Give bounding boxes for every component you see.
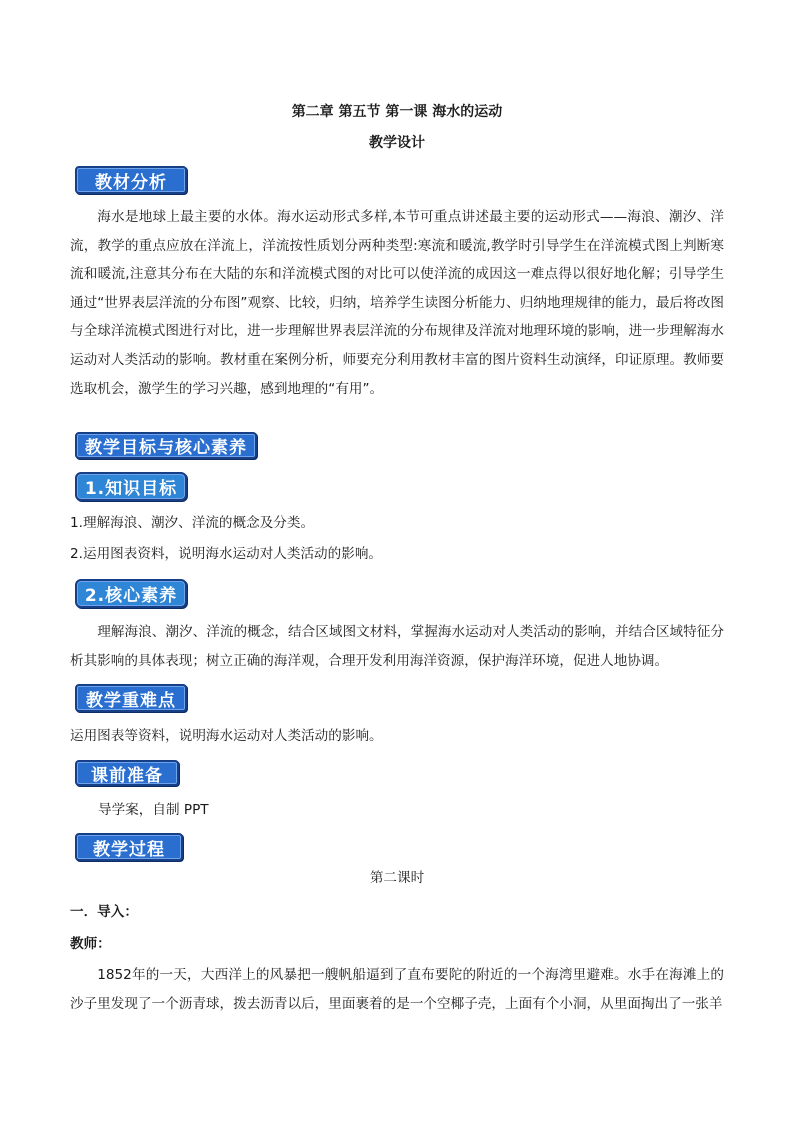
section-badge-literacy: 2.核心素养 <box>75 579 187 608</box>
knowledge-item-1: 1.理解海浪、潮汐、洋流的概念及分类。 <box>70 515 315 531</box>
difficulty-text: 运用图表等资料，说明海水运动对人类活动的影响。 <box>70 728 383 744</box>
intro-heading: 一．导入： <box>70 904 138 920</box>
lesson-time: 第二课时 <box>369 870 425 886</box>
knowledge-item-2: 2.运用图表资料，说明海水运动对人类活动的影响。 <box>70 546 383 562</box>
analysis-paragraph: 海水是地球上最主要的水体。海水运动形式多样,本节可重点讲述最主要的运动形式——海浪、潮汐、洋流，教学的重点应放在洋流上，洋流按性质划分两种类型:寒流和暖流,教学时引导学生在洋流模式图上判断寒流和暖流,注意其分布在大陆的东和洋流模式图的对比可以使洋流的成因这一难点得以很好地化解；引导学生通过“世界表层洋流的分布图”观察、比较，归纳，培养学生读图分析能力、归纳地理规律的能力，最后将改图与全球洋流模式图进行对比，进一步理解世界表层洋流的分布规律及洋流对地理环境的影响，进一步理解海水运动对人类活动的影响。教材重在案例分析，师要充分利用教材丰富的图片资料生动演绎，印证原理。教师要选取机会，激学生的学习兴趣，感到地理的“有用”。 <box>70 209 724 397</box>
teacher-label: 教师： <box>70 936 111 952</box>
section-badge-process: 教学过程 <box>75 833 183 861</box>
section-badge-analysis: 教材分析 <box>75 166 187 194</box>
section-badge-difficulty: 教学重难点 <box>75 684 187 712</box>
section-badge-knowledge: 1.知识目标 <box>75 472 187 501</box>
story-paragraph: 1852年的一天，大西洋上的风暴把一艘帆船逼到了直布要陀的附近的一个海湾里避难。水手在海滩上的沙子里发现了一个沥青球，拨去沥青以后，里面裹着的是一个空椰子壳，上面有个小洞，从里面掏出了一张羊 <box>70 967 724 1012</box>
page-subtitle: 教学设计 <box>369 135 425 151</box>
literacy-paragraph: 理解海浪、潮汐、洋流的概念，结合区域图文材料，掌握海水运动对人类活动的影响，并结合区域特征分析其影响的具体表现；树立正确的海洋观，合理开发利用海洋资源，保护海洋环境，促进人地协调。 <box>70 624 724 669</box>
prep-text: 导学案，自制 PPT <box>98 802 209 818</box>
section-badge-prep: 课前准备 <box>75 760 179 786</box>
page-title: 第二章 第五节 第一课 海水的运动 <box>291 104 503 120</box>
section-badge-goals: 教学目标与核心素养 <box>75 432 257 459</box>
